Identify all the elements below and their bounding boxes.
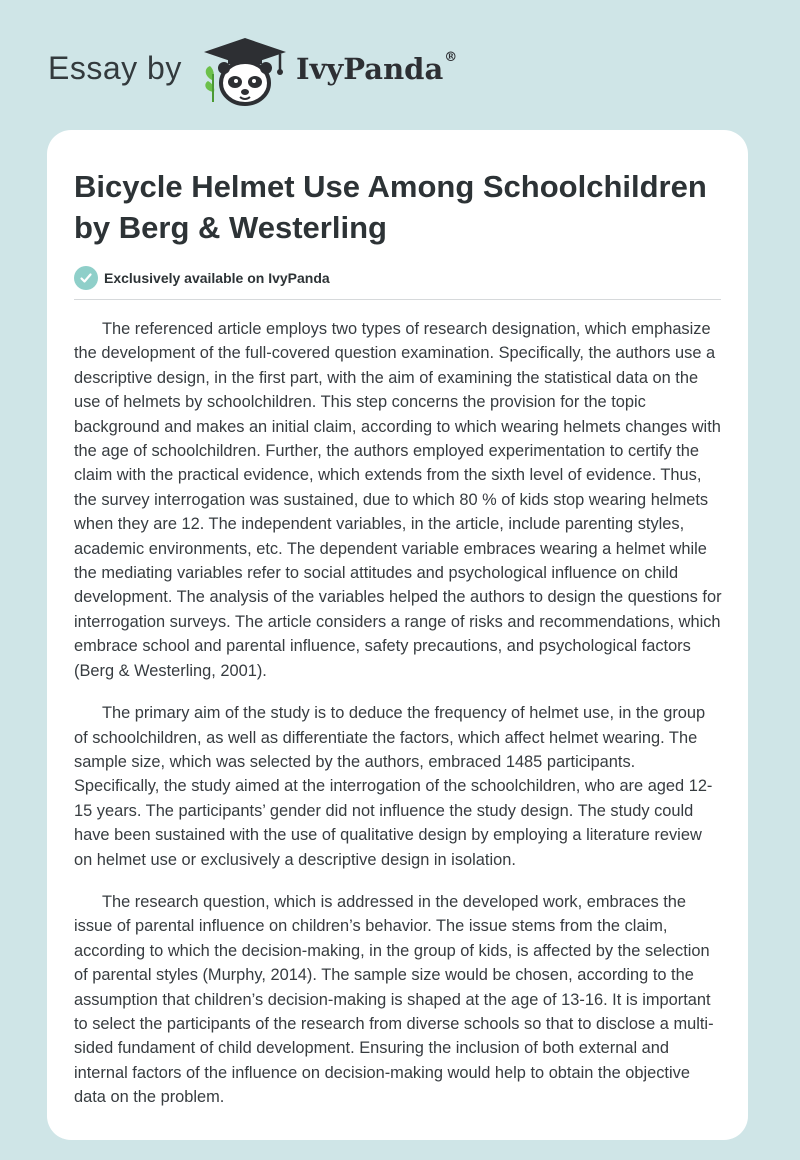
paragraph: The research question, which is addressed in the developed work, embraces the issue of parental influence on children’s behavior. The issue stems from the claim, according to which the decision-making, in the group of kids, is affected by the selection of parental styles (Murphy, 2014). The sample size would be chosen, according to the assumption that children’s decision-making is shaped at the age of 13-16. It is important to select the participants of the research from diverse schools so that to disclose a multi-sided fundament of child development. Ensuring the inclusion of both external and internal factors of the influence on decision-making would help to obtain the objective data on the problem. xyxy=(74,892,714,1107)
brand-name[interactable] xyxy=(296,52,457,86)
essay-card xyxy=(47,130,748,1140)
essay-by-label: Essay by xyxy=(48,50,182,86)
exclusive-badge-text: Exclusively available on IvyPanda xyxy=(104,270,330,286)
divider xyxy=(74,299,721,300)
exclusive-badge xyxy=(74,265,721,291)
panda-graduate-logo-icon[interactable] xyxy=(200,36,290,108)
essay-body xyxy=(74,317,722,1110)
paragraph: The referenced article employs two types of research designation, which emphasize the development of the full-covered question examination. Specifically, the authors use a descriptive design, in the first part, with the aim of examining the statistical data on the use of helmets by schoolchildren. This step concerns the provision for the topic background and makes an initial claim, according to which wearing helmets changes with the age of schoolchildren. Further, the authors employed experimentation to certify the claim with the practical evidence, which extends from the sixth level of evidence. Thus, the survey interrogation was sustained, due to which 80 % of kids stop wearing helmets when they are 12. The independent variables, in the article, include parenting styles, academic environments, etc. The dependent variable embraces wearing a helmet while the mediating variables refer to social attitudes and psychological influence on child development. The analysis of the variables helped the authors to design the questions for interrogation surveys. The article considers a range of risks and recommendations, which embrace school and parental influence, safety precautions, and psychological factors (Berg & Westerling, 2001). xyxy=(74,320,722,680)
paragraph: The primary aim of the study is to deduce the frequency of helmet use, in the group of schoolchildren, as well as differentiate the factors, which affect helmet wearing. The sample size, which was selected by the authors, embraced 1485 participants. Specifically, the study aimed at the interrogation of the schoolchildren, who are aged 12-15 years. The participants’ gender did not influence the study design. The study could have been sustained with the use of qualitative design by employing a literature review on helmet use or exclusively a descriptive design in isolation. xyxy=(74,704,713,869)
check-circle-icon xyxy=(74,266,98,290)
essay-title: Bicycle Helmet Use Among Schoolchildren by Berg & Westerling xyxy=(74,169,707,245)
brand-name-text: IvyPanda xyxy=(296,52,444,86)
site-header xyxy=(0,0,800,130)
registered-mark: ® xyxy=(444,50,458,65)
